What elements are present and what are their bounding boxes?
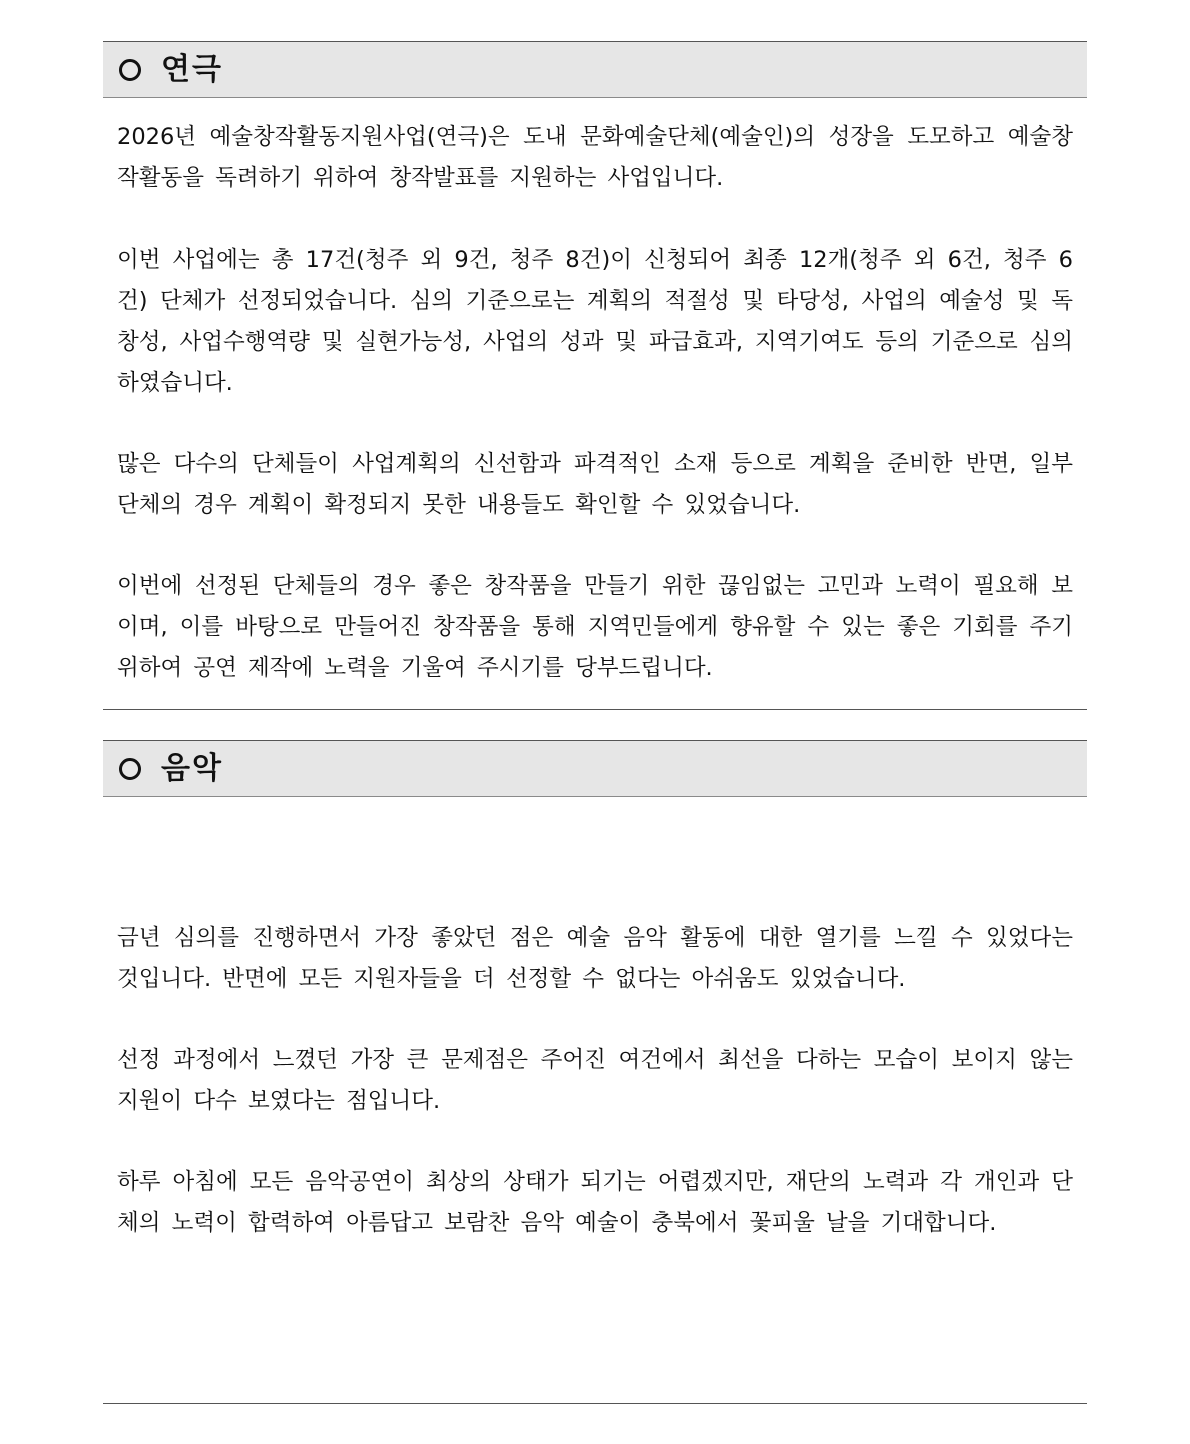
section-music-body (103, 918, 1087, 1000)
section-title: 연극 (161, 51, 223, 87)
circle-bullet-icon (119, 758, 141, 780)
section-title: 음악 (161, 750, 223, 786)
paragraph: 많은 다수의 단체들이 사업계획의 신선함과 파격적인 소재 등으로 계획을 준비한 반면, 일부 단체의 경우 계획이 확정되지 못한 내용들도 확인할 수 있었습니다. (117, 451, 1073, 518)
paragraph: 이번에 선정된 단체들의 경우 좋은 창작품을 만들기 위한 끊임없는 고민과 노력이 필요해 보이며, 이를 바탕으로 만들어진 창작품을 통해 지역민들에게 향유할 수 있는 좋은 기회를 주기 위하여 공연 제작에 노력을 기울여 주시기를 당부드립니다. (117, 573, 1073, 681)
circle-bullet-icon (119, 59, 141, 81)
section-header (103, 740, 1087, 797)
paragraph: 하루 아침에 모든 음악공연이 최상의 상태가 되기는 어렵겠지만, 재단의 노력과 각 개인과 단체의 노력이 합력하여 아름답고 보람찬 음악 예술이 충북에서 꽃피울 날을 기대합니다. (117, 1169, 1073, 1236)
section-music (103, 740, 1087, 797)
section-divider (103, 709, 1087, 710)
section-music-body (103, 1040, 1087, 1122)
paragraph: 금년 심의를 진행하면서 가장 좋았던 점은 예술 음악 활동에 대한 열기를 느낄 수 있었다는 것입니다. 반면에 모든 지원자들을 더 선정할 수 없다는 아쉬움도 있었습니다. (117, 925, 1073, 992)
section-theater-body (103, 444, 1087, 526)
paragraph: 2026년 예술창작활동지원사업(연극)은 도내 문화예술단체(예술인)의 성장을 도모하고 예술창작활동을 독려하기 위하여 창작발표를 지원하는 사업입니다. (117, 124, 1073, 191)
section-music-body (103, 1162, 1087, 1244)
section-divider (103, 1403, 1087, 1404)
paragraph: 선정 과정에서 느꼈던 가장 큰 문제점은 주어진 여건에서 최선을 다하는 모습이 보이지 않는 지원이 다수 보였다는 점입니다. (117, 1047, 1073, 1114)
section-theater-body (103, 240, 1087, 404)
section-theater-body (103, 117, 1087, 199)
section-header (103, 41, 1087, 98)
paragraph: 이번 사업에는 총 17건(청주 외 9건, 청주 8건)이 신청되어 최종 12개(청주 외 6건, 청주 6건) 단체가 선정되었습니다. 심의 기준으로는 계획의 적절성 및 타당성, 사업의 예술성 및 독창성, 사업수행역량 및 실현가능성, 사업의 성과 및 파급효과, 지역기여도 등의 기준으로 심의하였습니다. (117, 247, 1073, 396)
section-theater (103, 41, 1087, 98)
section-theater-body (103, 566, 1087, 689)
